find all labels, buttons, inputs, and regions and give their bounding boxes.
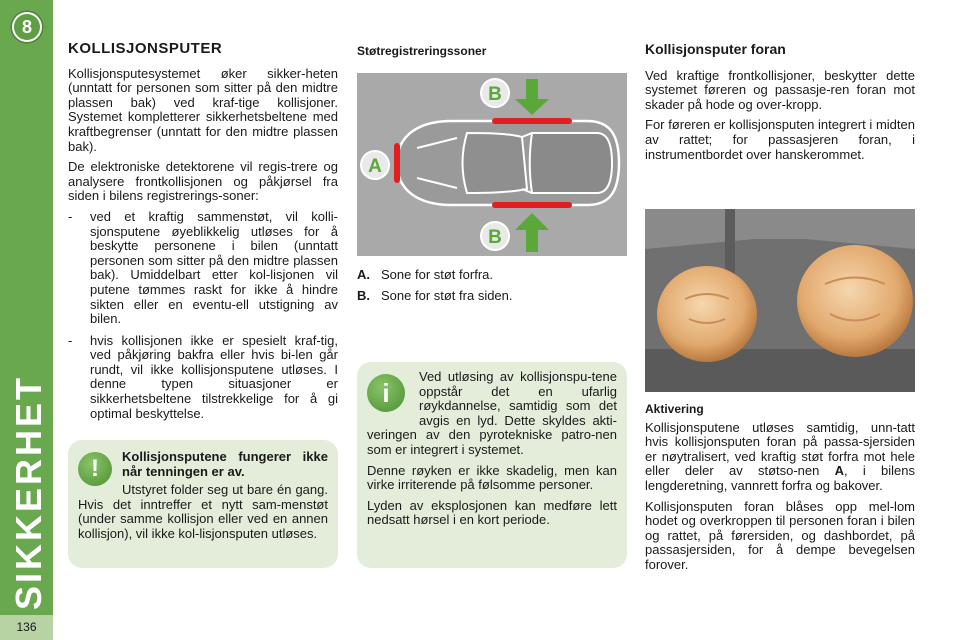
- warning-box: [68, 440, 338, 568]
- front-airbags-heading: Kollisjonsputer foran: [645, 41, 786, 57]
- column-middle: [357, 44, 627, 63]
- zone-b-top-label: B: [488, 84, 502, 105]
- activation-heading: Aktivering: [645, 402, 704, 416]
- warning-text: Utstyret folder seg ut bare én gang. Hvis det inntreffer et nytt sam-menstøt (under samme kollisjon eller ved en annen kollisjon), vil ikke kol-lisjonsputen utløses.: [78, 482, 328, 541]
- info-paragraph: Denne røyken er ikke skadelig, men kan virke irriterende på følsomme personer.: [367, 462, 617, 493]
- car-top-view-illustration: [357, 73, 627, 256]
- passenger-airbag: [797, 245, 913, 357]
- activation-text: , i bilens lengderetning, vannrett forfra og bakover.: [645, 463, 915, 493]
- legend-text: Sone for støt fra siden.: [381, 287, 513, 303]
- column-left: [68, 42, 338, 428]
- deployment-list: [68, 210, 338, 421]
- detectors-paragraph: De elektroniske detektorene vil regis-trere og analysere frontkollisjonen og påkjørsel fra siden i bilens registrerings-soner:: [68, 159, 338, 204]
- warning-title: Kollisjonsputene fungerer ikke når tenningen er av.: [122, 449, 328, 479]
- exclamation-icon: [78, 452, 112, 486]
- car-outline: [397, 121, 619, 205]
- zones-heading: Støtregistreringssoner: [357, 44, 487, 58]
- front-airbags-paragraph: For føreren er kollisjonsputen integrert i midten av rattet; for passasjeren foran, i instrumentbordet over hanskerommet.: [645, 117, 915, 162]
- list-item: [68, 334, 338, 422]
- dash-bullet: -: [68, 332, 73, 348]
- chapter-badge: [10, 10, 44, 44]
- side-zone-top: [492, 118, 572, 124]
- info-glyph: i: [382, 378, 390, 408]
- legend-key: A.: [357, 267, 370, 282]
- deployed-airbags-illustration: [645, 209, 915, 392]
- info-paragraph: Ved utløsing av kollisjonspu-tene oppstår det en ufarlig røykdannelse, samtidig som det avgis en lyd. Dette skyldes akti-veringen av den pyrotekniske patro-nen som er integrert i systemet.: [367, 369, 617, 457]
- activation-paragraph: [645, 421, 915, 494]
- zone-reference: A: [834, 463, 845, 479]
- chapter-sidebar: [0, 0, 53, 640]
- list-item-text: ved et kraftig sammenstøt, vil kolli-sjonsputene øyeblikkelig utløses for å beskytte personene i bilen (unntatt personen som sitter på den midtre plassen bak). Umiddelbart etter kol-lisjonen vil putene tømmes raskt for ikke å hindre sikten eller en eventu-ell utstigning av bilen.: [90, 208, 338, 327]
- legend-key: B.: [357, 287, 370, 303]
- arrow-down-icon: [515, 79, 549, 115]
- section-label: SIKKERHET: [8, 374, 49, 610]
- zone-a-label: A: [368, 156, 382, 177]
- zone-a-badge: [361, 151, 389, 179]
- intro-paragraph: Kollisjonsputesystemet øker sikker-heten (unntatt for personen som sitter på den midtre plassen bak) ved kraf-tige kollisjoner. Systemet kompletterer sikkerhetsbeltene med kraftbegrenser (unntatt for den midtre plassen bak).: [68, 65, 338, 154]
- column-right: [645, 42, 915, 168]
- activation-section: [645, 402, 915, 579]
- info-paragraph: Lyden av eksplosjonen kan medføre lett nedsatt hørsel i en kort periode.: [367, 497, 617, 528]
- front-airbags-paragraph: Ved kraftige frontkollisjoner, beskytter dette systemet føreren og passasje-ren foran mot skader på hode og over-kropp.: [645, 67, 915, 112]
- dash-bullet: -: [68, 208, 73, 224]
- list-item: [68, 210, 338, 327]
- driver-airbag: [657, 266, 757, 362]
- activation-paragraph: Kollisjonsputen foran blåses opp mel-lom hodet og overkroppen til personen foran i bilen og rattet, på førersiden, og dashbordet, på passasjersiden, for å dempe bevegelsen forover.: [645, 498, 915, 572]
- activation-text: Kollisjonsputene utløses samtidig, unn-tatt hvis kollisjonsputen foran på passa-sjersiden er nøytralisert, ved kraftig støt forfra mot hele eller deler av støtso-nen: [645, 419, 915, 479]
- legend-item: [357, 268, 627, 283]
- info-box: [357, 362, 627, 568]
- zone-b-bottom-label: B: [488, 227, 502, 248]
- airbags-photo: [645, 209, 915, 392]
- arrow-up-icon: [515, 213, 549, 252]
- legend-text: Sone for støt forfra.: [381, 267, 493, 282]
- info-icon: [367, 374, 405, 412]
- front-zone: [394, 143, 400, 183]
- page-title: KOLLISJONSPUTER: [68, 40, 223, 57]
- side-zone-bottom: [492, 202, 572, 208]
- zones-legend: [357, 268, 627, 309]
- zone-b-bottom-badge: [481, 222, 509, 250]
- page-number: 136: [0, 615, 53, 640]
- legend-item: [357, 289, 627, 304]
- zone-b-top-badge: [481, 79, 509, 107]
- chapter-number: 8: [14, 14, 40, 40]
- impact-zones-diagram: [357, 73, 627, 256]
- list-item-text: hvis kollisjonen ikke er spesielt kraf-tig, ved påkjøring bakfra eller hvis bi-len går rundt, vil ikke kollisjonsputene utløses. I denne typen situasjoner er sikkerhetsbeltene tilstrekkelige for å gi optimal beskyttelse.: [90, 332, 338, 421]
- exclamation-glyph: !: [91, 455, 99, 482]
